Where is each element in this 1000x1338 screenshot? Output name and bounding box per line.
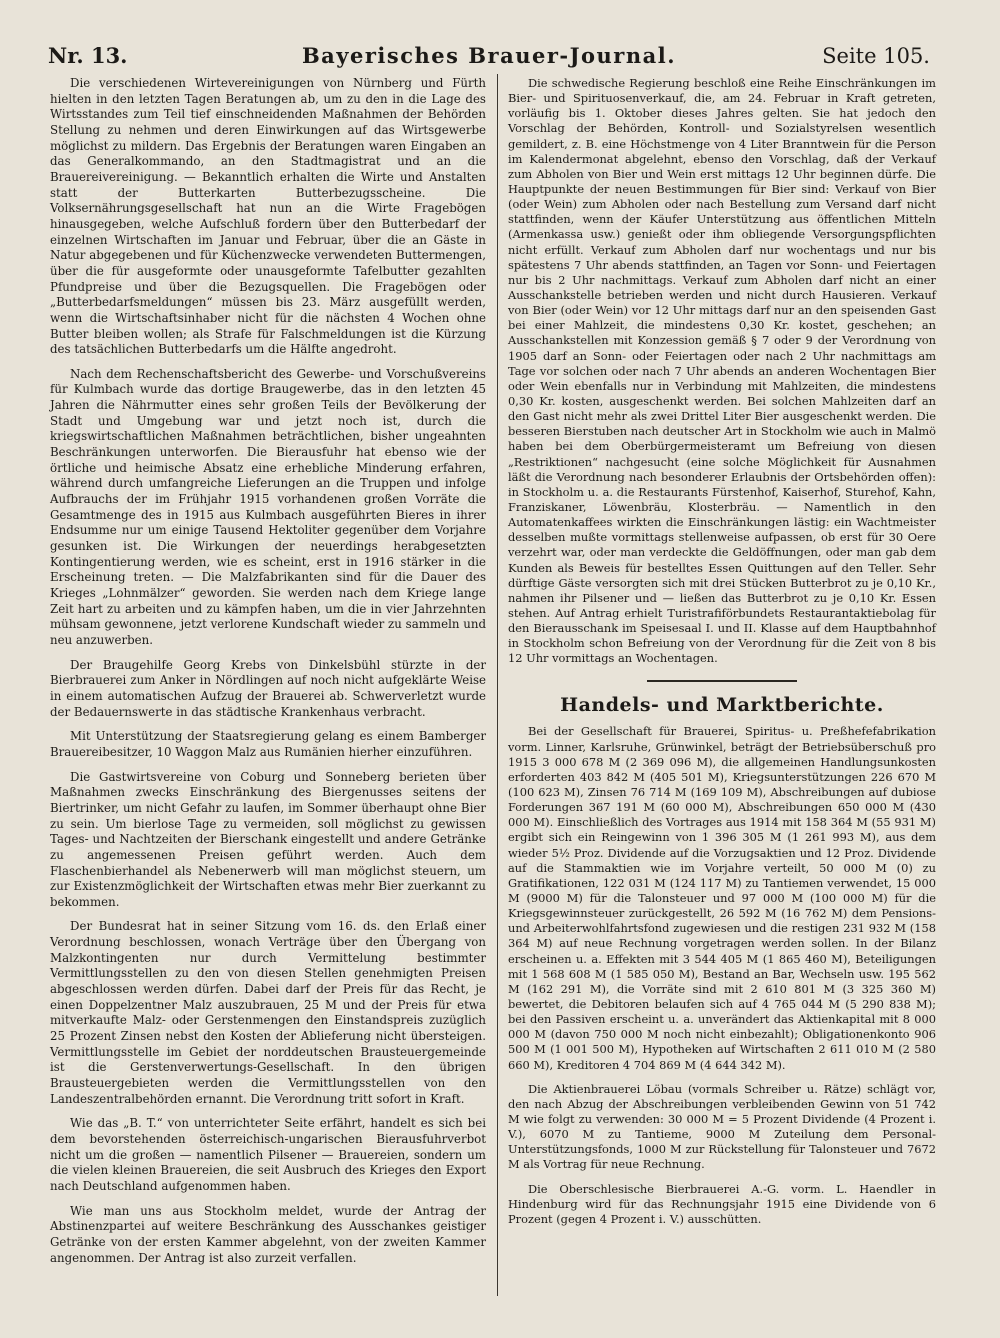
left-column bbox=[50, 76, 486, 1266]
article-stockholm-antrag: Wie man uns aus Stockholm meldet, wurde der Antrag der Abstinenzpartei auf weitere Beschränkung des Ausschankes geistiger Getränke von der ersten Kammer abgelehnt, von der zweiten Kammer angenommen. Der Antrag ist also zurzeit verfallen. bbox=[50, 1203, 486, 1265]
article-coburg-sonneberg: Die Gastwirtsvereine von Coburg und Sonneberg berieten über Maßnahmen zwecks Einschränkung des Biergenusses seitens der Biertrinker, um nicht Gefahr zu laufen, im Sommer überhaupt ohne Bier zu sein. Um bierlose Tage zu vermeiden, soll möglichst zu gewissen Tages- und Nachtzeiten der Bierschank eingestellt und andere Getränke zu angemessenen Preisen geführt werden. Auch dem Flaschenbierhandel als Nebenerwerb will man möglichst steuern, um zur Existenzmöglichkeit der Wirtschaften etwas mehr Bier zuerkannt zu bekommen. bbox=[50, 769, 486, 909]
journal-title: Bayerisches Brauer-Journal. bbox=[301, 43, 677, 68]
page-header bbox=[48, 42, 930, 72]
article-bamberg-malz: Mit Unterstützung der Staatsregierung gelang es einem Bamberger Brauereibesitzer, 10 Waggon Malz aus Rumänien hierher einzuführen. bbox=[50, 729, 486, 759]
article-georg-krebs: Der Braugehilfe Georg Krebs von Dinkelsbühl stürzte in der Bierbrauerei zum Anker in Nördlingen auf noch nicht aufgeklärte Weise in einem automatischen Aufzug der Brauerei ab. Schwerverletzt wurde der Bedauernswerte in das städtische Krankenhaus verbracht. bbox=[50, 657, 486, 719]
report-linner-karlsruhe: Bei der Gesellschaft für Brauerei, Spiritus- u. Preßhefefabrikation vorm. Linner, Karlsruhe, Grünwinkel, beträgt der Betriebsüberschuß pro 1915 3 000 678 M (2 369 096 M), die allgemeinen Handlungsunkosten erforderten 403 842 M (405 501 M), Kriegsunterstützungen 226 670 M (100 623 M), Zinsen 76 714 M (169 109 M), Abschreibungen auf dubiose Forderungen 367 191 M (60 000 M), Abschreibungen 650 000 M (430 000 M). Einschließlich des Vortrages aus 1914 mit 158 364 M (55 931 M) ergibt sich ein Reingewinn von 1 396 305 M (1 261 993 M), aus dem wieder 5½ Proz. Dividende auf die Vorzugsaktien und 12 Proz. Dividende auf die Stammaktien wie im Vorjahre verteilt, 50 000 M (0) zu Gratifikationen, 122 031 M (124 117 M) zu Tantiemen verwendet, 15 000 M (9000 M) für die Talonsteuer und 97 000 M (100 000 M) für die Kriegsgewinnsteuer zurückgestellt, 26 592 M (16 762 M) dem Pensions- und Arbeiterwohlfahrtsfond zugewiesen und die restigen 231 932 M (158 364 M) auf neue Rechnung vorgetragen werden sollen. In der Bilanz erscheinen u. a. Effekten mit 3 544 405 M (1 865 460 M), Beteiligungen mit 1 568 608 M (1 585 050 M), Bestand an Bar, Wechseln usw. 195 562 M (162 291 M), die Vorräte sind mit 2 610 801 M (3 325 360 M) bewertet, die Debitoren belaufen sich auf 4 765 044 M (5 290 838 M); bei den Passiven erscheint u. a. unverändert das Aktienkapital mit 8 000 000 M (davon 750 000 M noch nicht einbezahlt); Obligationenkonto 906 500 M (1 001 500 M), Hypotheken auf Wirtschaften 2 611 010 M (2 580 660 M), Kreditoren 4 704 869 M (4 644 342 M). bbox=[508, 724, 936, 1072]
page-number: Seite 105. bbox=[822, 44, 930, 68]
column-divider bbox=[497, 74, 498, 1296]
article-bierausfuhrverbot: Wie das „B. T.“ von unterrichteter Seite erfährt, handelt es sich bei dem bevorstehenden österreichisch-ungarischen Bierausfuhrverbot nicht um die großen — namentlich Pilsener — Brauereien, sondern um die vielen kleinen Brauereien, die seit Ausbruch des Krieges den Export nach Deutschland aufgenommen haben. bbox=[50, 1116, 486, 1193]
article-nuernberg-wirte: Die verschiedenen Wirtevereinigungen von Nürnberg und Fürth hielten in den letzten Tagen Beratungen ab, um zu den in die Lage des Wirtsstandes zum Teil tief einschneidenden Maßnahmen der Behörden Stellung zu nehmen und deren Einwirkungen auf das Wirtsgewerbe möglichst zu mildern. Das Ergebnis der Beratungen waren Eingaben an das Generalkommando, an den Stadtmagistrat und an die Brauereivereinigung. — Bekanntlich erhalten die Wirte und Anstalten statt der Butterkarten Butterbezugsscheine. Die Volksernährungsgesellschaft hat nun an die Wirte Fragebögen hinausgegeben, welche Aufschluß fordern über den Butterbedarf der einzelnen Wirtschaften im Januar und Februar, über die an Gäste in Natur abgegebenen und für Küchenzwecke verwendeten Buttermengen, über die für ausgeformte oder unausgeformte Tafelbutter gezahlten Pfundpreise und über die Bezugsquellen. Die Fragebögen oder „Butterbedarfsmeldungen“ müssen bis 23. März ausgefüllt werden, wenn die Wirtschaftsinhaber nicht für die nächsten 4 Wochen ohne Butter bleiben wollen; als Strafe für Falschmeldungen ist die Kürzung des tatsächlichen Butterbedarfs um die Hälfte angedroht. bbox=[50, 76, 486, 357]
right-column bbox=[508, 76, 936, 1227]
report-aktienbrauerei-loebau: Die Aktienbrauerei Löbau (vormals Schreiber u. Rätze) schlägt vor, den nach Abzug der Abschreibungen verbleibenden Gewinn von 51 742 M wie folgt zu verwenden: 30 000 M = 5 Prozent Dividende (4 Prozent i. V.), 6070 M zu Tantieme, 9000 M Zuteilung dem Personal-Unterstützungsfonds, 1000 M zur Rückstellung für Talonsteuer und 7672 M als Vortrag für neue Rechnung. bbox=[508, 1081, 936, 1172]
section-title: Handels- und Marktberichte. bbox=[560, 694, 884, 717]
issue-number: Nr. 13. bbox=[48, 43, 128, 68]
article-kulmbach: Nach dem Rechenschaftsbericht des Gewerbe- und Vorschußvereins für Kulmbach wurde das dortige Braugewerbe, das in den letzten 45 Jahren die Nährmutter eines sehr großen Teils der Bevölkerung der Stadt und Umgebung war und jetzt noch ist, durch die kriegswirtschaftlichen Maßnahmen beträchtlichen, bisher ungeahnten Beschränkungen unterworfen. Die Bierausfuhr hat ebenso wie der örtliche und heimische Absatz eine erhebliche Minderung erfahren, während durch umfangreiche Lieferungen an die Truppen und infolge Aufbrauchs der im Frühjahr 1915 vorhandenen großen Vorräte die Gesamtmenge des in 1915 aus Kulmbach ausgeführten Bieres in ihrer Endsumme nur um einige Tausend Hektoliter gegenüber dem Vorjahre gesunken ist. Die Wirkungen der neuerdings herabgesetzten Kontingentierung werden, wie es scheint, erst in 1916 stärker in die Erscheinung treten. — Die Malzfabrikanten sind für die Dauer des Krieges „Lohnmälzer“ geworden. Sie werden nach dem Kriege lange Zeit hart zu arbeiten und zu kämpfen haben, um die in vier Jahrzehnten mühsam gewonnene, jetzt verlorene Kundschaft wieder zu sammeln und neu anzuwerben. bbox=[50, 366, 486, 647]
section-separator bbox=[647, 680, 797, 682]
article-bundesrat: Der Bundesrat hat in seiner Sitzung vom 16. ds. den Erlaß einer Verordnung beschlossen, wonach Verträge über den Übergang von Malzkontingenten nur durch Vermittelung bestimmter Vermittlungsstellen zu den von diesen Stellen genehmigten Preisen abgeschlossen werden dürfen. Dabei darf der Preis für das Recht, je einen Doppelzentner Malz auszubrauen, 25 M und der Preis für etwa mitverkaufte Malz- oder Gerstenmengen den Einstandspreis zuzüglich 25 Prozent Zinsen nebst den Kosten der Ablieferung nicht übersteigen. Vermittlungsstelle im Gebiet der norddeutschen Brausteuergemeinde ist die Gerstenverwertungs-Gesellschaft. In den übrigen Brausteuergebieten werden die Vermittlungsstellen von den Landeszentralbehörden ernannt. Die Verordnung tritt sofort in Kraft. bbox=[50, 919, 486, 1106]
report-oberschlesische-bierbrauerei: Die Oberschlesische Bierbrauerei A.-G. vorm. L. Haendler in Hindenburg wird für das Rechnungsjahr 1915 eine Dividende von 6 Prozent (gegen 4 Prozent i. V.) ausschütten. bbox=[508, 1181, 936, 1226]
article-schwedische-regierung: Die schwedische Regierung beschloß eine Reihe Einschränkungen im Bier- und Spirituosenverkauf, die, am 24. Februar in Kraft getreten, vorläufig bis 1. Oktober dieses Jahres gelten. Sie hat jedoch den Vorschlag der Behörden, Kontroll- und Sozialstyrelsen wesentlich gemildert, z. B. eine Höchstmenge von 4 Liter Branntwein für die Person im Kalendermonat abgelehnt, ebenso den Vorschlag, daß der Verkauf zum Abholen von Bier und Wein erst mittags 12 Uhr beginnen dürfe. Die Hauptpunkte der neuen Bestimmungen für Bier sind: Verkauf von Bier (oder Wein) zum Abholen oder nach Bestellung zum Versand darf nicht stattfinden, wenn der Käufer Unterstützung aus öffentlichen Mitteln (Armenkassa usw.) genießt oder ihm obliegende Versorgungspflichten nicht erfüllt. Verkauf zum Abholen darf nur wochentags und nur bis spätestens 7 Uhr abends stattfinden, an Tagen vor Sonn- und Feiertagen nur bis 2 Uhr nachmittags. Verkauf zum Abholen darf nicht an einer Ausschankstelle betrieben werden und nicht durch Hausieren. Verkauf von Bier (oder Wein) vor 12 Uhr mittags darf nur an den speisenden Gast bei einer Mahlzeit, die mindestens 0,30 Kr. kostet, geschehen; an Ausschankstellen mit Konzession gemäß § 7 oder 9 der Verordnung von 1905 darf an Sonn- oder Feiertagen oder nach 2 Uhr nachmittags am Tage vor solchen oder nach 7 Uhr abends an anderen Wochentagen Bier oder Wein ebenfalls nur in Verbindung mit Mahlzeiten, die mindestens 0,30 Kr. kosten, ausgeschenkt werden. Bei solchen Mahlzeiten darf an den Gast nicht mehr als zwei Drittel Liter Bier ausgeschenkt werden. Die besseren Bierstuben nach deutscher Art in Stockholm wie auch in Malmö haben bei dem Oberbürgermeisteramt um Befreiung von diesen „Restriktionen“ nachgesucht (eine solche Möglichkeit für Ausnahmen läßt die Verordnung nach besonderer Erlaubnis der Ortsbehörden offen): in Stockholm u. a. die Restaurants Fürstenhof, Kaiserhof, Sturehof, Kahn, Franziskaner, Löwenbräu, Klosterbräu. — Namentlich in den Automatenkaffees wirkten die Einschränkungen lästig: ein Wachtmeister desselben mußte vormittags stellenweise aufpassen, ob erst für 30 Oere verzehrt war, oder man verdeckte die Geldöffnungen, oder man gab dem Kunden als Beweis für bestelltes Essen Quittungen auf den Teller. Sehr dürftige Gäste versorgten sich mit drei Stücken Butterbrot zu je 0,10 Kr., nahmen ihr Pilsener und — ließen das Butterbrot zu je 0,10 Kr. Essen stehen. Auf Antrag erhielt Turistrafiförbundets Restaurantaktiebolag für den Bierausschank im Speisesaal I. und II. Klasse auf dem Hauptbahnhof in Stockholm schon Befreiung von der Verordnung für die Zeit von 8 bis 12 Uhr vormittags an Wochentagen. bbox=[508, 76, 936, 666]
